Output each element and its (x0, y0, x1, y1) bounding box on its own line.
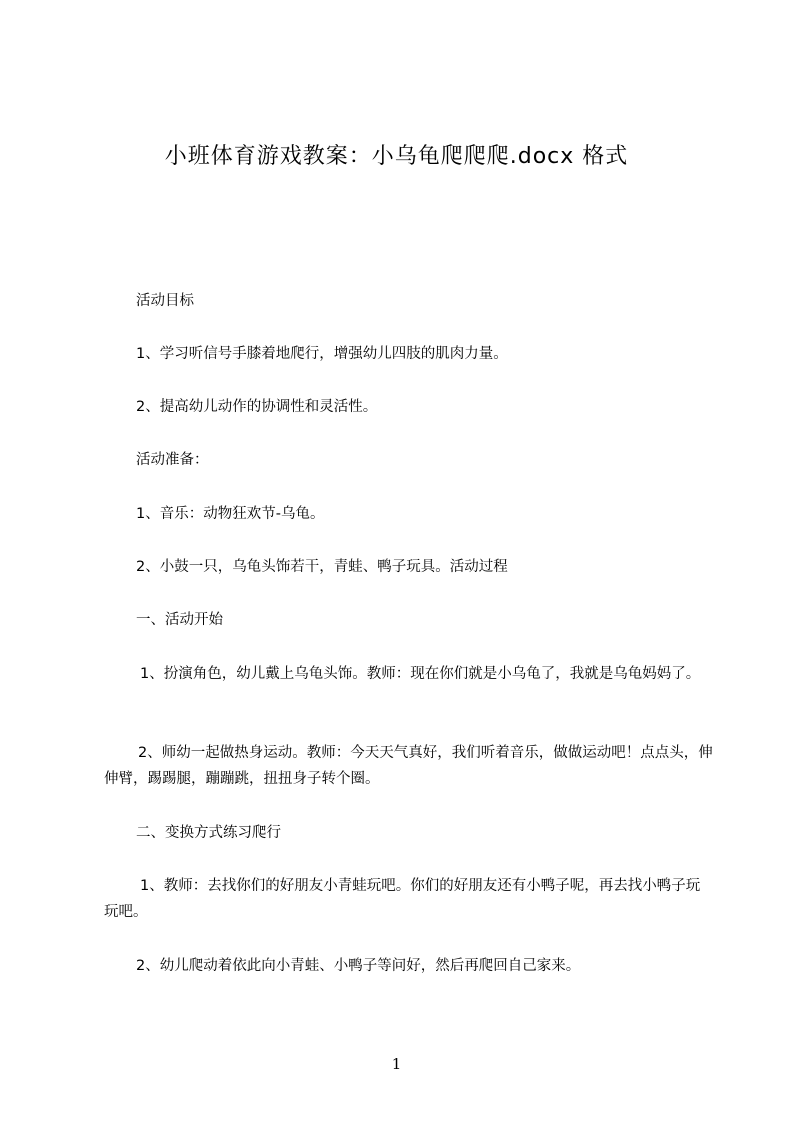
paragraph-section-1-item-1: 1、扮演角色，幼儿戴上乌龟头饰。教师：现在你们就是小乌龟了，我就是乌龟妈妈了。 (140, 666, 701, 682)
paragraph-activity-goals-heading: 活动目标 (136, 293, 194, 309)
paragraph-preparation-2: 2、小鼓一只，乌龟头饰若干，青蛙、鸭子玩具。活动过程 (136, 559, 508, 575)
paragraph-section-1-item-2: 2、师幼一起做热身运动。教师：今天天气真好，我们听着音乐，做做运动吧！点点头，伸伸臂，踢踢腿，蹦蹦跳，扭扭身子转个圈。 (104, 745, 713, 787)
paragraph-goal-2: 2、提高幼儿动作的协调性和灵活性。 (136, 399, 378, 415)
page-number: 1 (391, 1055, 402, 1073)
paragraph-preparation-1: 1、音乐：动物狂欢节-乌龟。 (136, 506, 325, 522)
paragraph-section-2-heading: 二、变换方式练习爬行 (136, 825, 281, 841)
paragraph-section-2-item-2: 2、幼儿爬动着依此向小青蛙、小鸭子等问好，然后再爬回自己家来。 (136, 958, 581, 974)
document-title: 小班体育游戏教案：小乌龟爬爬爬.docx 格式 (164, 144, 629, 169)
paragraph-section-2-item-1: 1、教师：去找你们的好朋友小青蛙玩吧。你们的好朋友还有小鸭子呢，再去找小鸭子玩玩吧。 (104, 878, 701, 920)
paragraph-goal-1: 1、学习听信号手膝着地爬行，增强幼儿四肢的肌肉力量。 (136, 346, 508, 362)
paragraph-section-1-heading: 一、活动开始 (136, 612, 223, 628)
paragraph-preparation-heading: 活动准备： (136, 452, 209, 468)
